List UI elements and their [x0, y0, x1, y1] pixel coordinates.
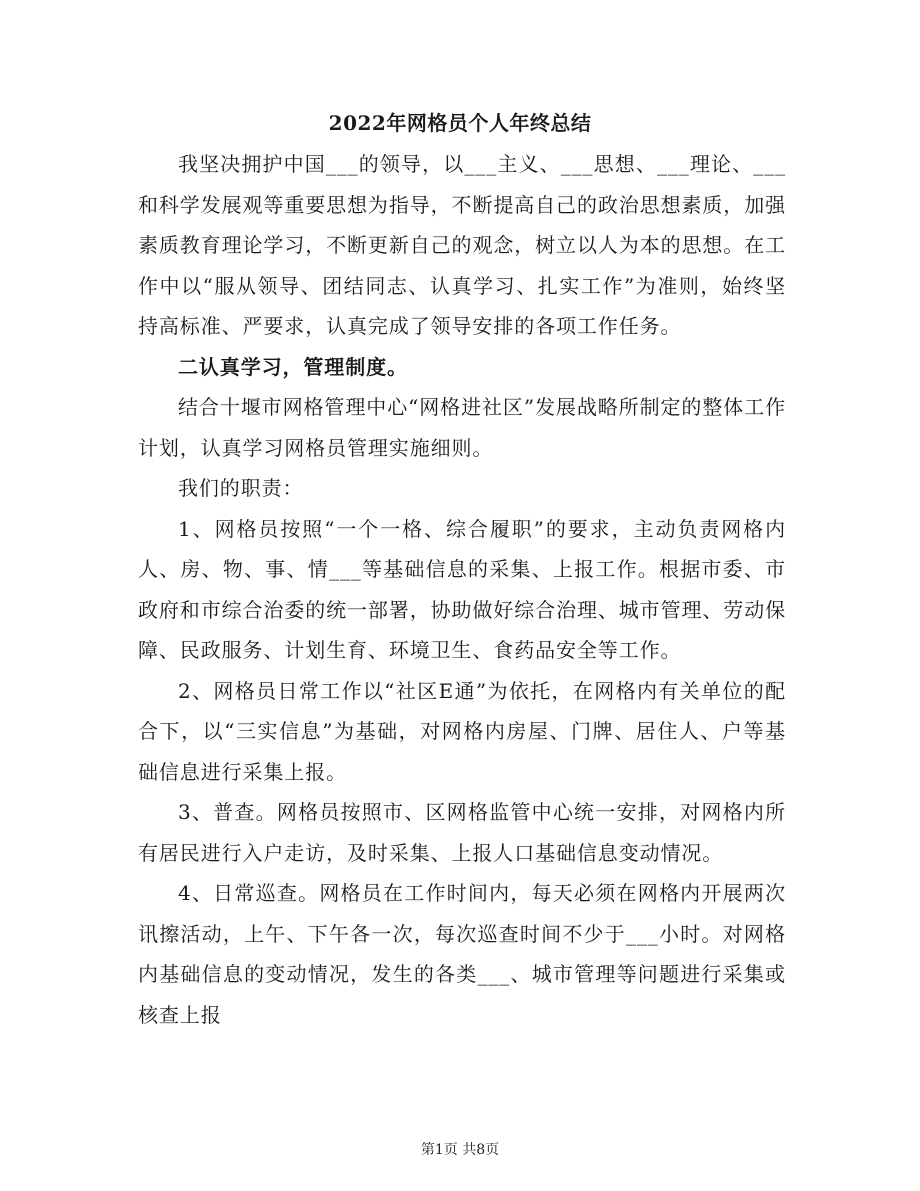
document-title: 2022年网格员个人年终总结 — [328, 111, 592, 135]
paragraph-plan: 结合十堰市网格管理中心“网格进社区”发展战略所制定的整体工作计划，认真学习网格员管理实施细则。 — [138, 395, 786, 460]
document-body — [138, 144, 786, 1035]
paragraph-duty-2: 2、网格员日常工作以“社区E通”为依托，在网格内有关单位的配合下，以“三实信息”为基础，对网格内房屋、门牌、居住人、户等基础信息进行采集上报。 — [138, 678, 786, 784]
paragraph-duty-1: 1、网格员按照“一个一格、综合履职”的要求，主动负责网格内人、房、物、事、情___等基础信息的采集、上报工作。根据市委、市政府和市综合治委的统一部署，协助做好综合治理、城市管理、劳动保障、民政服务、计划生育、环境卫生、食药品安全等工作。 — [138, 516, 786, 662]
paragraph-duty-4: 4、日常巡查。网格员在工作时间内，每天必须在网格内开展两次讯擦活动，上午、下午各一次，每次巡查时间不少于___小时。对网格内基础信息的变动情况，发生的各类___、城市管理等问题进行采集或核查上报 — [138, 881, 786, 1027]
paragraph-duty-3: 3、普查。网格员按照市、区网格监管中心统一安排，对网格内所有居民进行入户走访，及时采集、上报人口基础信息变动情况。 — [138, 800, 786, 865]
section-heading: 二认真学习，管理制度。 — [178, 354, 408, 379]
page-number: 第1页 共8页 — [420, 1142, 500, 1158]
paragraph-duties-label: 我们的职责： — [178, 476, 304, 500]
paragraph-intro: 我坚决拥护中国___的领导，以___主义、___思想、___理论、___和科学发展观等重要思想为指导，不断提高自己的政治思想素质，加强素质教育理论学习，不断更新自己的观念，树立以人为本的思想。在工作中以“服从领导、团结同志、认真学习、扎实工作”为准则，始终坚持高标准、严要求，认真完成了领导安排的各项工作任务。 — [138, 152, 786, 338]
